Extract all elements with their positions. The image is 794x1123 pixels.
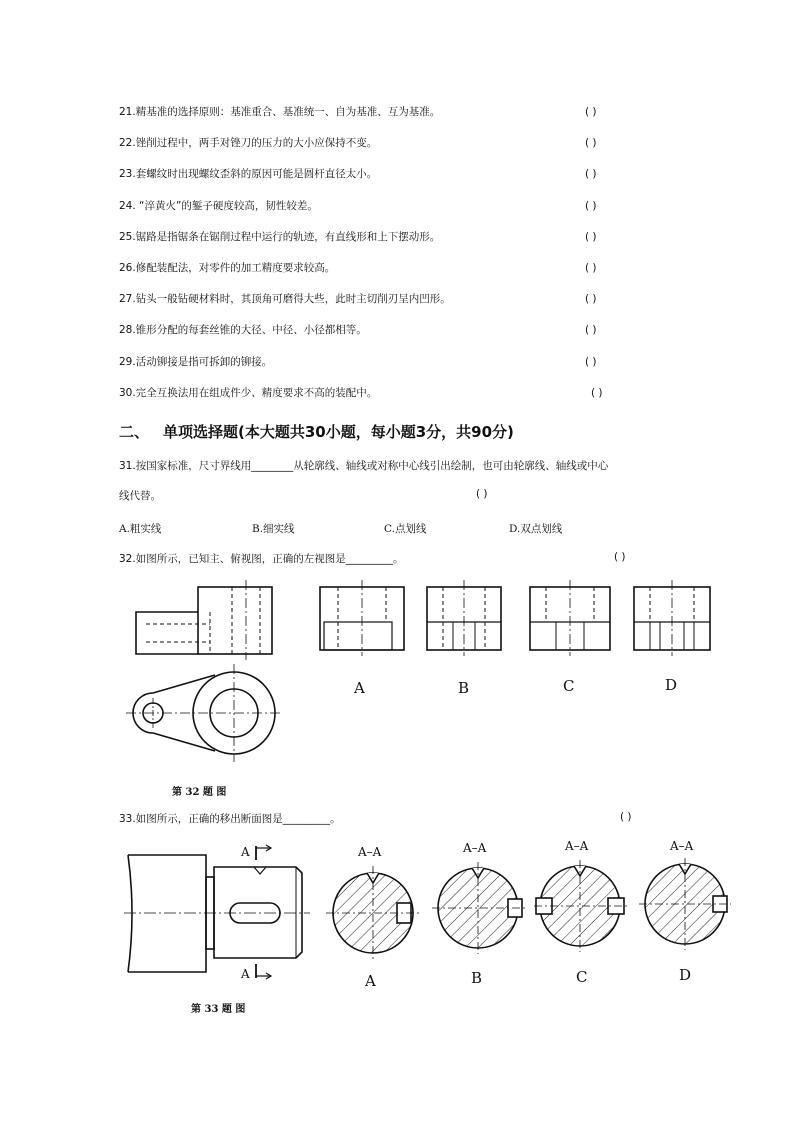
- answer-paren[interactable]: ( ): [585, 356, 597, 368]
- section-number: 二、: [119, 423, 150, 441]
- option-a[interactable]: A.粗实线: [119, 523, 162, 535]
- q33-section-b-drawing: [432, 862, 526, 954]
- question-text: 24. “淬黄火”的錾子硬度较高，韧性较差。: [119, 200, 318, 212]
- answer-paren[interactable]: ( ): [585, 262, 597, 274]
- question-32-text: 32.如图所示，已知主、俯视图，正确的左视图是_________。: [119, 553, 404, 565]
- option-c[interactable]: C.点划线: [384, 523, 427, 535]
- question-text: 28.锥形分配的每套丝锥的大径、中径、小径都相等。: [119, 324, 367, 336]
- q32-option-a-drawing: [320, 580, 404, 656]
- answer-paren[interactable]: ( ): [476, 488, 488, 500]
- section-title-c: A–A: [565, 839, 589, 853]
- question-text: 22.锉削过程中，两手对锉刀的压力的大小应保持不变。: [119, 137, 378, 149]
- q32-label-b: B: [458, 679, 470, 697]
- q32-option-d-drawing: [634, 580, 710, 656]
- question-text: 23.套螺纹时出现螺纹歪斜的原因可能是圆杆直径太小。: [119, 168, 378, 180]
- cut-label-bottom: A: [241, 967, 250, 981]
- q32-top-view: [126, 664, 282, 762]
- q33-shaft-drawing: [124, 845, 310, 979]
- q32-label-a: A: [354, 679, 365, 697]
- q32-option-c-drawing: [530, 580, 610, 656]
- question-text: 30.完全互换法用在组成件少、精度要求不高的装配中。: [119, 387, 378, 399]
- q33-section-d-drawing: [639, 858, 731, 950]
- figure-32-caption: 第 32 题 图: [172, 787, 227, 798]
- q32-option-b-drawing: [427, 580, 501, 656]
- question-31-line2: 线代替。: [119, 490, 161, 502]
- section-title-b: A–A: [463, 841, 487, 855]
- answer-paren[interactable]: ( ): [585, 200, 597, 212]
- q33-section-c-drawing: [534, 860, 628, 952]
- answer-paren[interactable]: ( ): [585, 137, 597, 149]
- answer-paren[interactable]: ( ): [585, 293, 597, 305]
- cut-label-top: A: [241, 845, 250, 859]
- q32-label-d: D: [665, 676, 678, 694]
- answer-paren[interactable]: ( ): [585, 168, 597, 180]
- question-text: 25.锯路是指锯条在锯削过程中运行的轨迹，有直线形和上下摆动形。: [119, 231, 441, 243]
- question-33-text: 33.如图所示，正确的移出断面图是_________。: [119, 813, 341, 825]
- figure-33-caption: 第 33 题 图: [191, 1004, 246, 1015]
- question-text: 21.精基准的选择原则：基准重合、基准统一、自为基准、互为基准。: [119, 106, 441, 118]
- answer-paren[interactable]: ( ): [614, 551, 626, 563]
- question-text: 29.活动铆接是指可拆卸的铆接。: [119, 356, 273, 368]
- q33-label-d: D: [679, 966, 692, 984]
- question-31-line1: 31.按国家标准，尺寸界线用________从轮廓线、轴线或对称中心线引出绘制，也可由轮廓线、轴线或中心: [119, 460, 609, 472]
- section-title: 单项选择题(本大题共30小题，每小题3分，共90分): [163, 423, 514, 441]
- answer-paren[interactable]: ( ): [585, 231, 597, 243]
- q32-front-view: [136, 580, 272, 660]
- answer-paren[interactable]: ( ): [585, 106, 597, 118]
- q33-label-a: A: [365, 972, 376, 990]
- answer-paren[interactable]: ( ): [585, 324, 597, 336]
- question-text: 26.修配装配法，对零件的加工精度要求较高。: [119, 262, 336, 274]
- answer-paren[interactable]: ( ): [591, 387, 603, 399]
- option-d[interactable]: D.双点划线: [509, 523, 563, 535]
- q33-label-b: B: [471, 969, 483, 987]
- option-b[interactable]: B.细实线: [252, 523, 295, 535]
- section-title-a: A–A: [358, 845, 382, 859]
- answer-paren[interactable]: ( ): [620, 811, 632, 823]
- q33-label-c: C: [576, 968, 588, 986]
- q32-label-c: C: [563, 677, 575, 695]
- section-title-d: A–A: [670, 839, 694, 853]
- q33-section-a-drawing: [326, 866, 420, 960]
- question-text: 27.钻头一般钻硬材料时，其顶角可磨得大些，此时主切削刃呈内凹形。: [119, 293, 451, 305]
